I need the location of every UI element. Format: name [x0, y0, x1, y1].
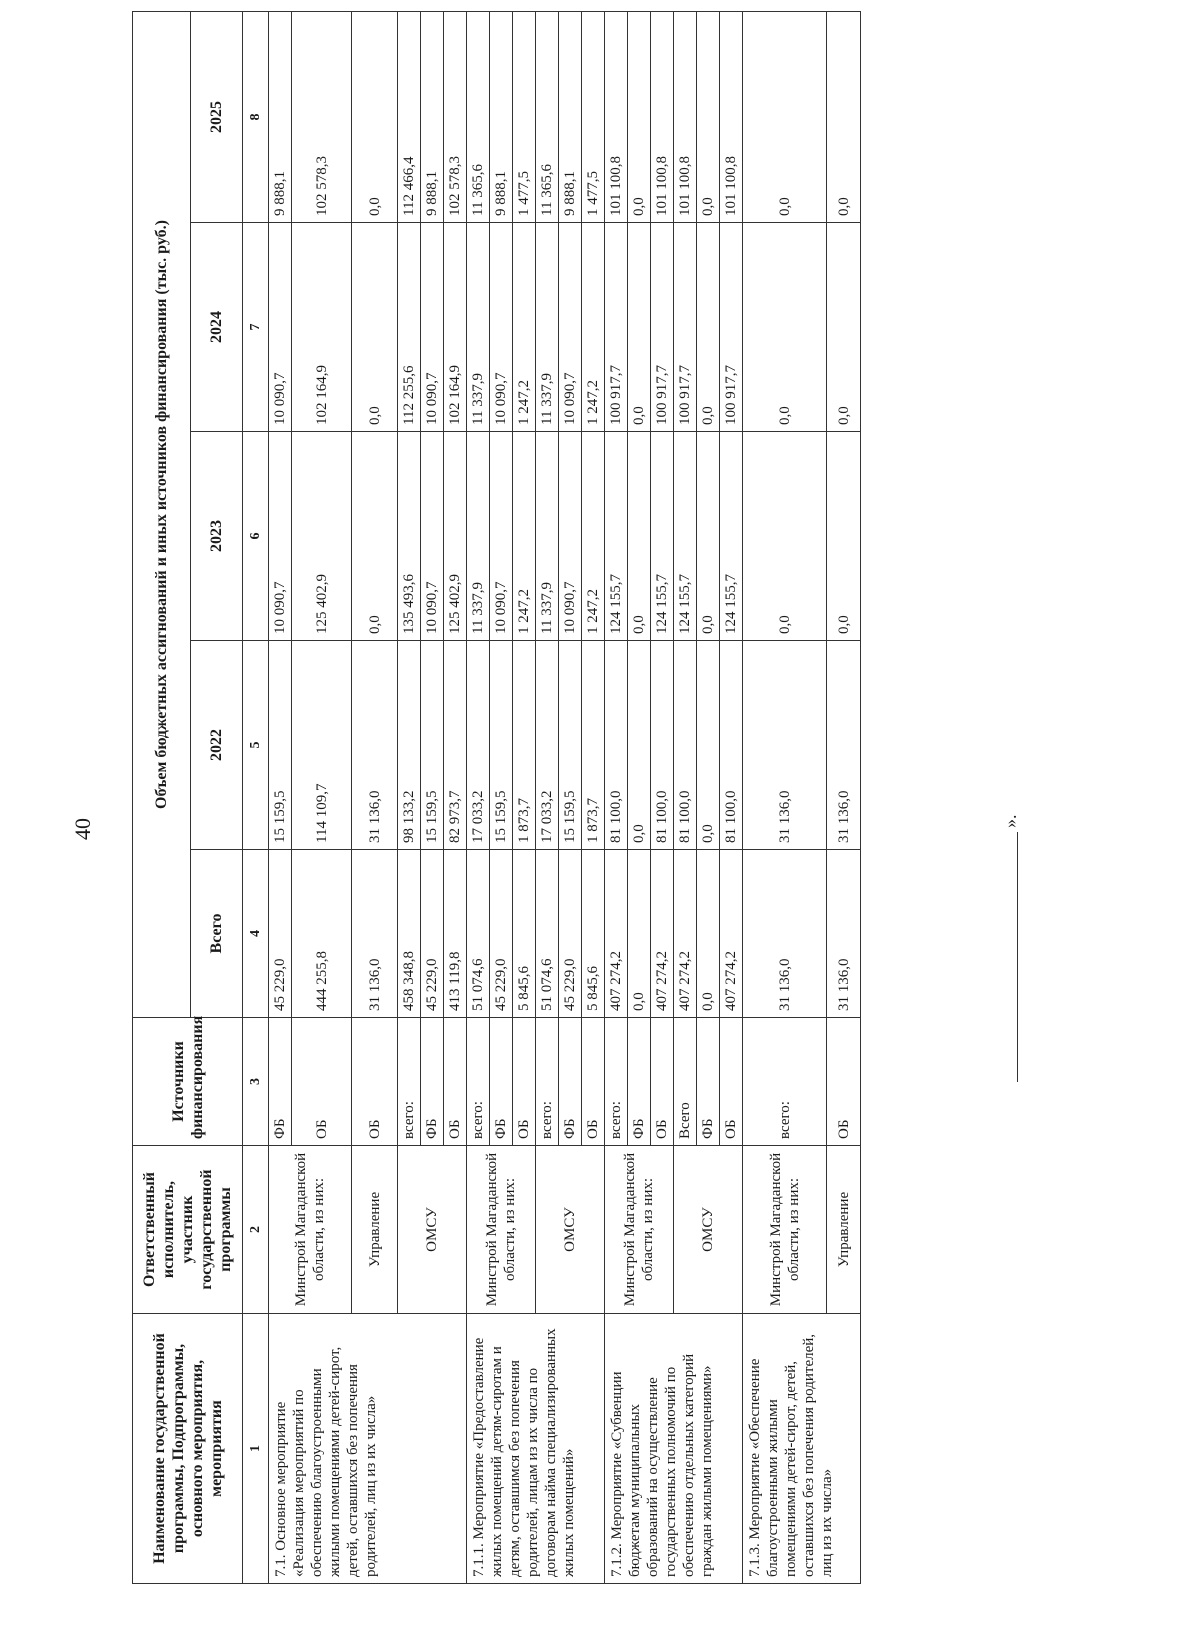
source-cell: ОБ: [513, 1018, 536, 1146]
value-cell: 100 917,7: [720, 223, 743, 432]
value-cell: 15 159,5: [490, 641, 513, 850]
value-cell: 0,0: [628, 641, 651, 850]
value-cell: 51 074,6: [536, 850, 559, 1018]
value-cell: 10 090,7: [490, 223, 513, 432]
value-cell: 1 477,5: [513, 11, 536, 222]
value-cell: 124 155,7: [720, 432, 743, 641]
value-cell: 0,0: [352, 11, 398, 222]
value-cell: 15 159,5: [559, 641, 582, 850]
value-cell: 0,0: [628, 432, 651, 641]
value-cell: 17 033,2: [467, 641, 490, 850]
value-cell: 0,0: [697, 432, 720, 641]
value-cell: 125 402,9: [444, 432, 467, 641]
value-cell: 0,0: [743, 11, 827, 222]
executor-cell: Минстрой Магаданской области, из них:: [467, 1146, 536, 1314]
value-cell: 10 090,7: [490, 432, 513, 641]
value-cell: 11 337,9: [467, 223, 490, 432]
value-cell: 45 229,0: [269, 850, 292, 1018]
closing-quote: ».: [1000, 814, 1020, 828]
value-cell: 31 136,0: [743, 641, 827, 850]
value-cell: 0,0: [827, 11, 861, 222]
value-cell: 31 136,0: [827, 641, 861, 850]
value-cell: 11 337,9: [467, 432, 490, 641]
value-cell: 114 109,7: [292, 641, 352, 850]
value-cell: 10 090,7: [421, 432, 444, 641]
value-cell: 11 337,9: [536, 223, 559, 432]
source-cell: ОБ: [582, 1018, 605, 1146]
value-cell: 0,0: [352, 223, 398, 432]
page-number: 40: [70, 818, 95, 840]
value-cell: 31 136,0: [827, 850, 861, 1018]
value-cell: 102 578,3: [292, 11, 352, 222]
value-cell: 0,0: [352, 432, 398, 641]
value-cell: 1 477,5: [582, 11, 605, 222]
source-cell: ФБ: [697, 1018, 720, 1146]
value-cell: 9 888,1: [490, 11, 513, 222]
value-cell: 458 348,8: [398, 850, 421, 1018]
value-cell: 0,0: [743, 223, 827, 432]
value-cell: 0,0: [628, 223, 651, 432]
header-year: 2025: [191, 11, 243, 222]
value-cell: 102 164,9: [444, 223, 467, 432]
source-cell: ФБ: [269, 1018, 292, 1146]
column-number: 5: [243, 641, 269, 850]
program-item-name: 7.1.2. Мероприятие «Субвенции бюджетам муниципальных образований на осуществление государственных полномочий по обеспечению отдельных категорий граждан жилыми помещениями»: [605, 1314, 743, 1584]
program-item-name: 7.1.1. Мероприятие «Предоставление жилых помещений детям-сиротам и детям, оставшимся без попечения родителей, лицам из их числа по договорам найма специализированных жилых помещений»: [467, 1314, 605, 1584]
value-cell: 1 247,2: [513, 223, 536, 432]
executor-cell: ОМСУ: [398, 1146, 467, 1314]
value-cell: 1 247,2: [513, 432, 536, 641]
value-cell: 0,0: [697, 641, 720, 850]
value-cell: 102 578,3: [444, 11, 467, 222]
source-cell: ФБ: [490, 1018, 513, 1146]
header-total: Всего: [191, 850, 243, 1018]
column-number: 4: [243, 850, 269, 1018]
source-cell: ОБ: [444, 1018, 467, 1146]
value-cell: 10 090,7: [269, 223, 292, 432]
value-cell: 407 274,2: [674, 850, 697, 1018]
executor-cell: Управление: [827, 1146, 861, 1314]
value-cell: 1 247,2: [582, 223, 605, 432]
source-cell: ФБ: [559, 1018, 582, 1146]
header-year: 2024: [191, 223, 243, 432]
value-cell: 125 402,9: [292, 432, 352, 641]
value-cell: 15 159,5: [421, 641, 444, 850]
value-cell: 17 033,2: [536, 641, 559, 850]
source-cell: всего:: [605, 1018, 628, 1146]
value-cell: 444 255,8: [292, 850, 352, 1018]
source-cell: ОБ: [292, 1018, 352, 1146]
source-cell: ФБ: [421, 1018, 444, 1146]
column-number: 1: [243, 1314, 269, 1584]
program-item-name: 7.1. Основное мероприятие «Реализация мероприятий по обеспечению благоустроенными жилыми помещениями детей-сирот, детей, оставшихся без попечения родителей, лиц из их числа»: [269, 1314, 467, 1584]
value-cell: 5 845,6: [582, 850, 605, 1018]
executor-cell: ОМСУ: [674, 1146, 743, 1314]
value-cell: 101 100,8: [674, 11, 697, 222]
column-number: 7: [243, 223, 269, 432]
value-cell: 11 337,9: [536, 432, 559, 641]
header-volume: Объем бюджетных ассигнований и иных источников финансирования (тыс. руб.): [133, 11, 191, 1017]
value-cell: 31 136,0: [352, 641, 398, 850]
value-cell: 81 100,0: [651, 641, 674, 850]
value-cell: 1 247,2: [582, 432, 605, 641]
header-source: Источники финансирования: [133, 1018, 243, 1146]
value-cell: 124 155,7: [674, 432, 697, 641]
value-cell: 102 164,9: [292, 223, 352, 432]
value-cell: 81 100,0: [720, 641, 743, 850]
value-cell: 10 090,7: [559, 223, 582, 432]
executor-cell: Минстрой Магаданской области, из них:: [605, 1146, 674, 1314]
header-year: 2022: [191, 641, 243, 850]
value-cell: 407 274,2: [720, 850, 743, 1018]
financing-table: [132, 11, 861, 1584]
value-cell: 10 090,7: [559, 432, 582, 641]
executor-cell: Управление: [352, 1146, 398, 1314]
column-number: 8: [243, 11, 269, 222]
value-cell: 0,0: [697, 850, 720, 1018]
source-cell: всего:: [398, 1018, 421, 1146]
value-cell: 10 090,7: [421, 223, 444, 432]
value-cell: 9 888,1: [269, 11, 292, 222]
column-number: 6: [243, 432, 269, 641]
value-cell: 45 229,0: [490, 850, 513, 1018]
value-cell: 0,0: [697, 223, 720, 432]
source-cell: всего:: [743, 1018, 827, 1146]
value-cell: 100 917,7: [605, 223, 628, 432]
value-cell: 135 493,6: [398, 432, 421, 641]
source-cell: Всего: [674, 1018, 697, 1146]
value-cell: 407 274,2: [651, 850, 674, 1018]
value-cell: 82 973,7: [444, 641, 467, 850]
value-cell: 10 090,7: [269, 432, 292, 641]
closing-mark: [1000, 815, 1021, 1083]
value-cell: 101 100,8: [720, 11, 743, 222]
source-cell: ОБ: [352, 1018, 398, 1146]
value-cell: 45 229,0: [559, 850, 582, 1018]
value-cell: 5 845,6: [513, 850, 536, 1018]
program-item-name: 7.1.3. Мероприятие «Обеспечение благоустроенными жилыми помещениями детей-сирот, детей, оставшихся без попечения родителей, лиц из их числа»: [743, 1314, 861, 1584]
executor-cell: ОМСУ: [536, 1146, 605, 1314]
value-cell: 124 155,7: [605, 432, 628, 641]
source-cell: всего:: [536, 1018, 559, 1146]
closing-rule: [1017, 832, 1018, 1082]
value-cell: 124 155,7: [651, 432, 674, 641]
source-cell: всего:: [467, 1018, 490, 1146]
header-name: Наименование государственной программы, Подпрограммы, основного мероприятия, мероприятия: [133, 1314, 243, 1584]
value-cell: 0,0: [697, 11, 720, 222]
value-cell: 112 466,4: [398, 11, 421, 222]
value-cell: 112 255,6: [398, 223, 421, 432]
value-cell: 81 100,0: [674, 641, 697, 850]
value-cell: 101 100,8: [605, 11, 628, 222]
value-cell: 100 917,7: [651, 223, 674, 432]
column-number: 2: [243, 1146, 269, 1314]
value-cell: 9 888,1: [559, 11, 582, 222]
value-cell: 100 917,7: [674, 223, 697, 432]
value-cell: 45 229,0: [421, 850, 444, 1018]
source-cell: ОБ: [720, 1018, 743, 1146]
header-executor: Ответственный исполнитель, участник государственной программы: [133, 1146, 243, 1314]
value-cell: 15 159,5: [269, 641, 292, 850]
value-cell: 31 136,0: [352, 850, 398, 1018]
value-cell: 81 100,0: [605, 641, 628, 850]
value-cell: 9 888,1: [421, 11, 444, 222]
value-cell: 0,0: [827, 432, 861, 641]
value-cell: 98 133,2: [398, 641, 421, 850]
value-cell: 101 100,8: [651, 11, 674, 222]
value-cell: 1 873,7: [513, 641, 536, 850]
executor-cell: Минстрой Магаданской области, из них:: [269, 1146, 352, 1314]
value-cell: 0,0: [827, 223, 861, 432]
source-cell: ОБ: [651, 1018, 674, 1146]
value-cell: 11 365,6: [536, 11, 559, 222]
executor-cell: Минстрой Магаданской области, из них:: [743, 1146, 827, 1314]
value-cell: 51 074,6: [467, 850, 490, 1018]
value-cell: 413 119,8: [444, 850, 467, 1018]
value-cell: 0,0: [628, 850, 651, 1018]
value-cell: 0,0: [743, 432, 827, 641]
source-cell: ОБ: [827, 1018, 861, 1146]
value-cell: 31 136,0: [743, 850, 827, 1018]
value-cell: 407 274,2: [605, 850, 628, 1018]
source-cell: ФБ: [628, 1018, 651, 1146]
header-year: 2023: [191, 432, 243, 641]
value-cell: 11 365,6: [467, 11, 490, 222]
column-number: 3: [243, 1018, 269, 1146]
value-cell: 0,0: [628, 11, 651, 222]
value-cell: 1 873,7: [582, 641, 605, 850]
